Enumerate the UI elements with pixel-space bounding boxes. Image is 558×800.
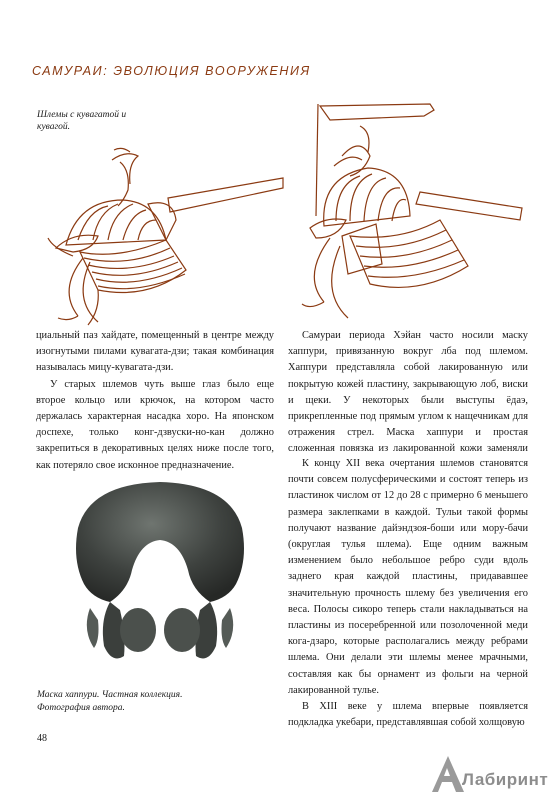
helmet-illustration-right (290, 96, 530, 326)
publisher-name: Лабиринт (462, 770, 549, 789)
running-header: САМУРАИ: ЭВОЛЮЦИЯ ВООРУЖЕНИЯ (32, 64, 311, 78)
right-paragraph: В XIII веке у шлема впервые появляется подкладка укебари, представлявшая собой холщовую (288, 701, 528, 729)
left-text-column (36, 328, 274, 474)
happuri-mask-photo (60, 480, 261, 680)
left-paragraph: циальный паз хайдате, помещенный в центре между изогнутыми пилами кувагата-дзи; такая комбинация называлась мицу-кувагата-дзи. (36, 330, 274, 374)
mask-caption: Маска хаппури. Частная коллекция. Фотография автора. (37, 690, 183, 713)
page-number: 48 (37, 733, 47, 744)
right-paragraph: К концу XII века очертания шлемов становятся почти совсем полусферическими и состоят теперь из пластинок числом от 12 до 28 с примерно 6 меньшего размера заклепками в каждой. Тульи такой формы получают название дайэндзоя-боши или мору-бачи (округлая тулья шлема). Еще одним важным изменением было небольшое ребро суди вдоль заднего края каждой пластины, придававшее значительную прочность шлему без увеличения его веса. Полосы сикоро теперь стали накладываться на пластины из посеребренной или позолоченной меди кога-дзаро, которые располагались между ребрами шлема. Они делали эти шлемы менее мрачными, составляя как бы орнамент из фольги на черной лакированной тулье. (288, 458, 528, 696)
publisher-logo (430, 748, 558, 800)
helmets-caption: Шлемы с кувагатой и кувагой. (37, 110, 127, 132)
right-text-column (288, 328, 528, 456)
left-paragraph: У старых шлемов чуть выше глаз было еще второе кольцо или крючок, на котором часто держалась характерная насадка хоро. На японском доспехе, только конг-дзвуски-но-кан должно закрепиться в декоративных целях ниже после того, как потеряло свое исконное предназначение. (36, 378, 274, 471)
right-paragraph: Самураи периода Хэйан часто носили маску хаппури, привязанную вокруг лба под шлемом. Хаппури представляла собой лакированную или покрытую кожей пластину, закрывающую лоб, виски и щеки. У некоторых были выступы ёдаэ, прикрепленные под прямым углом к нащечникам для отражения стрел. Маска хаппури и простая сложенная повязка из лакированной кожи заменяли (288, 330, 528, 455)
helmet-illustration-left (38, 140, 288, 330)
right-text-column-continued (288, 456, 528, 731)
